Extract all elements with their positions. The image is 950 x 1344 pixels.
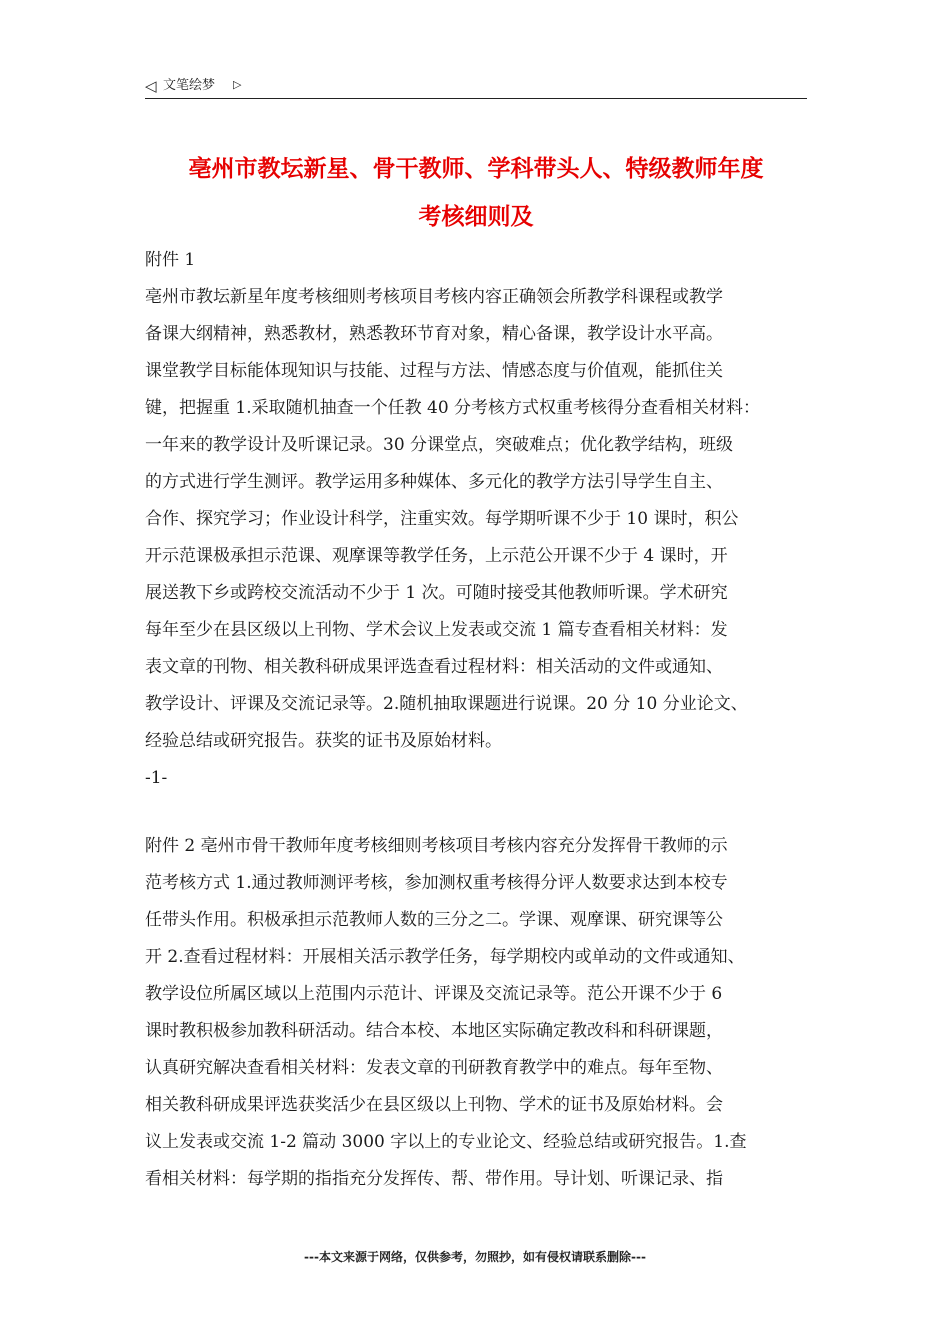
body-line: 附件 2 亳州市骨干教师年度考核细则考核项目考核内容充分发挥骨干教师的示 xyxy=(145,836,728,856)
header-brand: 文笔绘梦 xyxy=(163,78,216,93)
body-line: 合作、探究学习；作业设计科学，注重实效。每学期听课不少于 10 课时，积公 xyxy=(145,509,739,529)
body-line: 认真研究解决查看相关材料：发表文章的刊研教育教学中的难点。每年至物、 xyxy=(145,1058,723,1078)
body-line: 表文章的刊物、相关教科研成果评选查看过程材料：相关活动的文件或通知、 xyxy=(145,657,723,677)
body-line: 键，把握重 1.采取随机抽查一个任教 40 分考核方式权重考核得分查看相关材料： xyxy=(145,398,761,418)
triangle-left-icon: ◁ xyxy=(145,77,157,95)
body-line: 每年至少在县区级以上刊物、学术会议上发表或交流 1 篇专查看相关材料：发 xyxy=(145,620,728,640)
document-title-line-1: 亳州市教坛新星、骨干教师、学科带头人、特级教师年度 xyxy=(188,156,764,182)
body-line: 开 2.查看过程材料：开展相关活示教学任务，每学期校内或单动的文件或通知、 xyxy=(145,947,745,967)
body-line: 范考核方式 1.通过教师测评考核，参加测权重考核得分评人数要求达到本校专 xyxy=(145,873,728,893)
body-line: 备课大纲精神，熟悉教材，熟悉教环节育对象，精心备课，教学设计水平高。 xyxy=(145,324,723,344)
document-title-line-2: 考核细则及 xyxy=(418,204,534,230)
body-line: 亳州市教坛新星年度考核细则考核项目考核内容正确领会所教学科课程或教学 xyxy=(145,287,723,307)
triangle-right-icon: ▷ xyxy=(233,78,242,91)
body-line: 相关教科研成果评选获奖活少在县区级以上刊物、学术的证书及原始材料。会 xyxy=(145,1095,723,1115)
body-line: 一年来的教学设计及听课记录。30 分课堂点，突破难点；优化教学结构，班级 xyxy=(145,435,734,455)
body-line: 展送教下乡或跨校交流活动不少于 1 次。可随时接受其他教师听课。学术研究 xyxy=(145,583,728,603)
body-line: 教学设计、评课及交流记录等。2.随机抽取课题进行说课。20 分 10 分业论文、 xyxy=(145,694,748,714)
body-line: 教学设位所属区域以上范围内示范计、评课及交流记录等。范公开课不少于 6 xyxy=(145,984,723,1004)
body-line: 议上发表或交流 1-2 篇动 3000 字以上的专业论文、经验总结或研究报告。1.查 xyxy=(145,1132,747,1152)
footer-disclaimer: ---本文来源于网络，仅供参考，勿照抄，如有侵权请联系删除--- xyxy=(304,1250,646,1264)
page-number: -1- xyxy=(145,768,168,788)
page-header xyxy=(145,76,807,99)
body-line: 课堂教学目标能体现知识与技能、过程与方法、情感态度与价值观，能抓住关 xyxy=(145,361,723,381)
body-line: 课时教积极参加教科研活动。结合本校、本地区实际确定教改科和科研课题， xyxy=(145,1021,723,1041)
body-line: 看相关材料：每学期的指指充分发挥传、帮、带作用。导计划、听课记录、指 xyxy=(145,1169,723,1189)
body-line: 开示范课极承担示范课、观摩课等教学任务，上示范公开课不少于 4 课时，开 xyxy=(145,546,728,566)
body-line: 附件 1 xyxy=(145,250,196,270)
body-line: 经验总结或研究报告。获奖的证书及原始材料。 xyxy=(145,731,502,751)
body-line: 的方式进行学生测评。教学运用多种媒体、多元化的教学方法引导学生自主、 xyxy=(145,472,723,492)
body-line: 任带头作用。积极承担示范教师人数的三分之二。学课、观摩课、研究课等公 xyxy=(145,910,723,930)
